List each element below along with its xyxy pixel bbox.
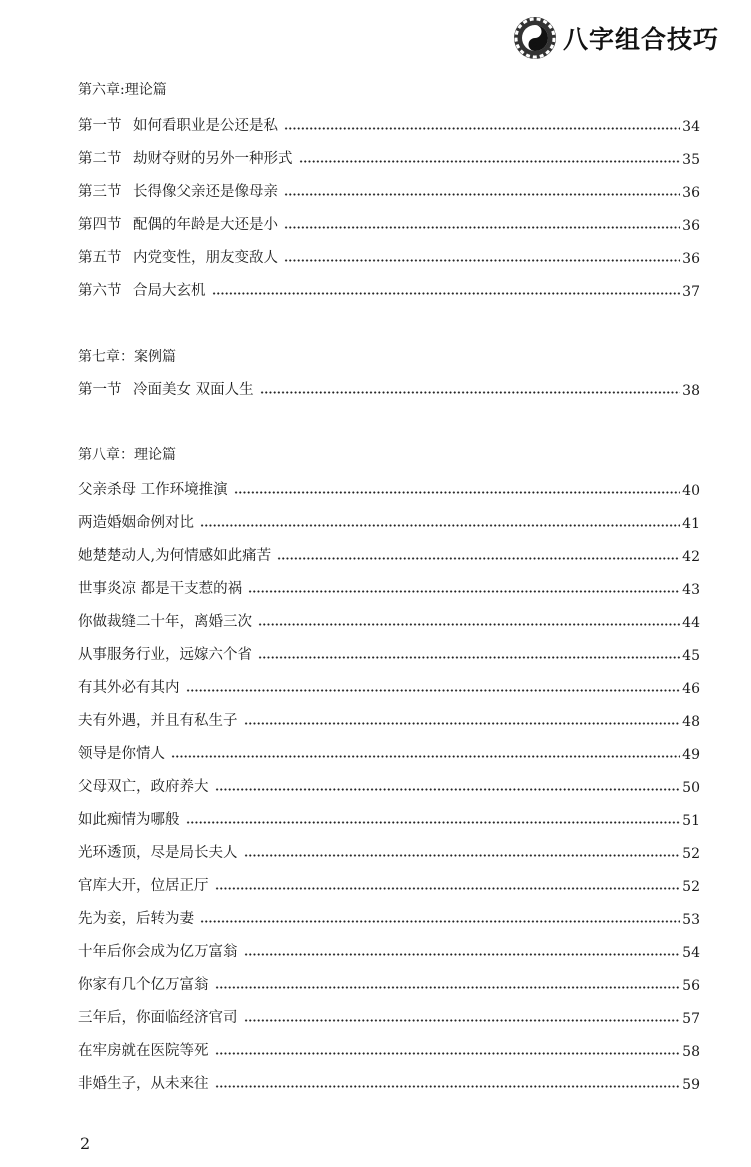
dot-leader	[260, 391, 681, 394]
toc-entry[interactable]	[78, 212, 700, 234]
entry-title: 长得像父亲还是像母亲	[133, 184, 278, 200]
toc-entry[interactable]	[78, 576, 700, 598]
page-header	[513, 16, 719, 60]
entry-page: 35	[682, 152, 700, 168]
dot-leader	[284, 193, 680, 196]
entry-page: 50	[682, 780, 700, 796]
section-label: 第三节	[78, 184, 122, 200]
entry-title: 父亲杀母 工作环境推演	[78, 482, 228, 498]
section-label: 第六节	[78, 283, 122, 299]
entry-title: 十年后你会成为亿万富翁	[78, 944, 238, 960]
entry-title: 在牢房就在医院等死	[78, 1043, 209, 1059]
entry-title: 夫有外遇，并且有私生子	[78, 713, 238, 729]
entry-title: 你家有几个亿万富翁	[78, 977, 209, 993]
entry-title: 内党变性，朋友变敌人	[133, 250, 278, 266]
section-label: 第五节	[78, 250, 122, 266]
dot-leader	[215, 1085, 681, 1088]
dot-leader	[299, 160, 681, 163]
toc-entry[interactable]	[78, 972, 700, 994]
entry-page: 45	[682, 648, 700, 664]
toc-entry[interactable]	[78, 840, 700, 862]
entry-page: 44	[682, 615, 700, 631]
entry-page: 46	[682, 681, 700, 697]
book-title: 八字组合技巧	[562, 25, 719, 54]
toc-entry[interactable]	[78, 1038, 700, 1060]
entry-title: 官库大开，位居正厅	[78, 878, 209, 894]
dot-leader	[284, 226, 680, 229]
entry-title: 你做裁缝二十年，离婚三次	[78, 614, 252, 630]
dot-leader	[215, 986, 681, 989]
dot-leader	[215, 1052, 681, 1055]
entry-title: 领导是你情人	[78, 746, 165, 762]
entry-page: 42	[682, 549, 700, 565]
entry-page: 53	[682, 912, 700, 928]
entry-title: 先为妾，后转为妻	[78, 911, 194, 927]
toc-entry[interactable]	[78, 477, 700, 499]
toc-entry[interactable]	[78, 543, 700, 565]
toc-entry[interactable]	[78, 377, 700, 399]
entry-title: 如此痴情为哪般	[78, 812, 180, 828]
entry-page: 38	[682, 383, 700, 399]
entry-title: 有其外必有其内	[78, 680, 180, 696]
toc-entry[interactable]	[78, 807, 700, 829]
entry-page: 36	[682, 251, 700, 267]
section-label: 第一节	[78, 382, 122, 398]
dot-leader	[277, 557, 680, 560]
dot-leader	[200, 920, 680, 923]
entry-page: 52	[682, 846, 700, 862]
dot-leader	[200, 524, 680, 527]
entry-page: 48	[682, 714, 700, 730]
entry-title: 她楚楚动人,为何情感如此痛苦	[78, 548, 272, 564]
entry-page: 52	[682, 879, 700, 895]
entry-page: 37	[682, 284, 700, 300]
toc-entry[interactable]	[78, 675, 700, 697]
entry-page: 56	[682, 978, 700, 994]
entry-title: 从事服务行业，远嫁六个省	[78, 647, 252, 663]
entry-page: 51	[682, 813, 700, 829]
toc-entry[interactable]	[78, 1071, 700, 1093]
entry-title: 劫财夺财的另外一种形式	[133, 151, 293, 167]
entry-title: 世事炎凉 都是干支惹的祸	[78, 581, 243, 597]
dot-leader	[244, 1019, 681, 1022]
dot-leader	[258, 656, 680, 659]
entry-title: 非婚生子，从未来往	[78, 1076, 209, 1092]
chapter-heading: 第八章：理论篇	[78, 447, 176, 463]
toc-entry[interactable]	[78, 609, 700, 631]
entry-title: 合局大玄机	[133, 283, 206, 299]
dot-leader	[186, 689, 681, 692]
entry-page: 49	[682, 747, 700, 763]
entry-page: 54	[682, 945, 700, 961]
dot-leader	[215, 788, 681, 791]
toc-entry[interactable]	[78, 873, 700, 895]
entry-page: 41	[682, 516, 700, 532]
entry-page: 36	[682, 218, 700, 234]
entry-page: 40	[682, 483, 700, 499]
dot-leader	[171, 755, 680, 758]
yin-yang-bagua-icon	[513, 16, 557, 60]
page-number: 2	[80, 1134, 91, 1153]
entry-title: 三年后，你面临经济官司	[78, 1010, 238, 1026]
entry-title: 光环透顶，尽是局长夫人	[78, 845, 238, 861]
entry-page: 34	[682, 119, 700, 135]
toc-entry[interactable]	[78, 774, 700, 796]
entry-title: 两造婚姻命例对比	[78, 515, 194, 531]
chapter-heading: 第六章:理论篇	[78, 82, 167, 98]
dot-leader	[244, 722, 681, 725]
entry-title: 配偶的年龄是大还是小	[133, 217, 278, 233]
section-label: 第二节	[78, 151, 122, 167]
toc-entry[interactable]	[78, 906, 700, 928]
dot-leader	[244, 953, 681, 956]
dot-leader	[234, 491, 681, 494]
toc-entry[interactable]	[78, 510, 700, 532]
dot-leader	[284, 259, 680, 262]
toc-entry[interactable]	[78, 708, 700, 730]
dot-leader	[244, 854, 681, 857]
dot-leader	[258, 623, 680, 626]
toc-entry[interactable]	[78, 278, 700, 300]
dot-leader	[212, 292, 681, 295]
entry-page: 57	[682, 1011, 700, 1027]
entry-page: 58	[682, 1044, 700, 1060]
entry-title: 冷面美女 双面人生	[133, 382, 254, 398]
entry-page: 43	[682, 582, 700, 598]
entry-title: 父母双亡，政府养大	[78, 779, 209, 795]
toc-entry[interactable]	[78, 939, 700, 961]
toc-entry[interactable]	[78, 245, 700, 267]
toc-entry[interactable]	[78, 741, 700, 763]
toc-entry[interactable]	[78, 179, 700, 201]
dot-leader	[284, 127, 680, 130]
section-label: 第四节	[78, 217, 122, 233]
entry-title: 如何看职业是公还是私	[133, 118, 278, 134]
dot-leader	[186, 821, 681, 824]
section-label: 第一节	[78, 118, 122, 134]
toc-entry[interactable]	[78, 113, 700, 135]
dot-leader	[215, 887, 681, 890]
toc-entry[interactable]	[78, 1005, 700, 1027]
chapter-heading: 第七章：案例篇	[78, 349, 176, 365]
dot-leader	[248, 590, 680, 593]
entry-page: 59	[682, 1077, 700, 1093]
toc-entry[interactable]	[78, 642, 700, 664]
toc-entry[interactable]	[78, 146, 700, 168]
entry-page: 36	[682, 185, 700, 201]
